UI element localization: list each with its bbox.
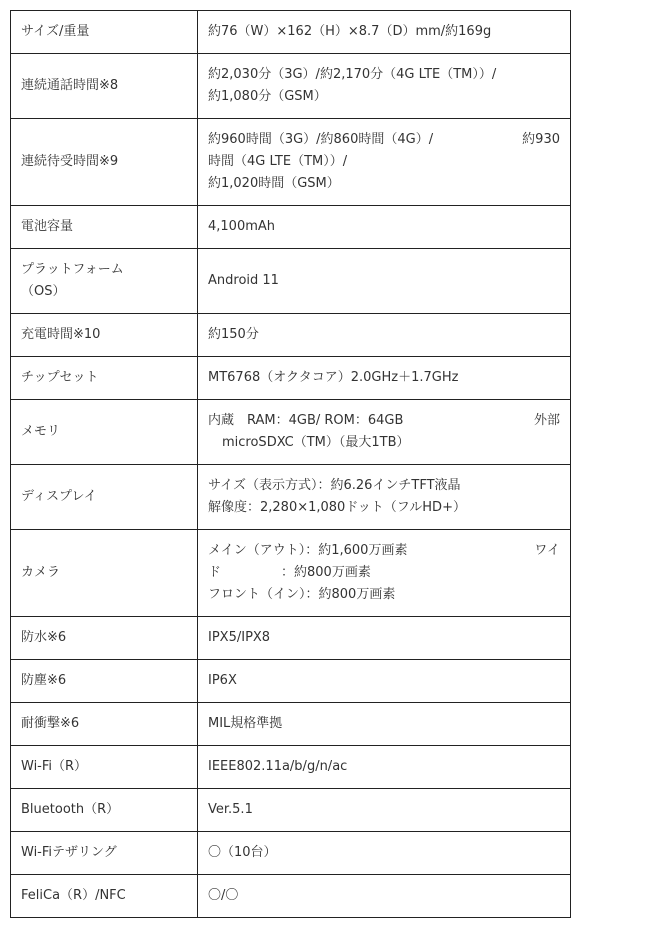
spec-value (198, 465, 571, 530)
spec-value-line: 4,100mAh (208, 219, 276, 234)
spec-value-part: 内蔵 RAM：4GB/ ROM：64GB (208, 413, 404, 428)
spec-value-line: 〇/〇 (208, 888, 239, 903)
spec-value (198, 119, 571, 206)
spec-value-part: 外部 (533, 413, 560, 428)
spec-value-part: メイン（アウト）：約1,600万画素 (208, 543, 408, 558)
spec-row-camera (11, 530, 571, 617)
spec-value-line: Android 11 (208, 273, 279, 288)
spec-table (10, 10, 571, 918)
spec-label: 耐衝撃※6 (11, 703, 198, 746)
spec-value-line: 約76（W）×162（H）×8.7（D）mm/約169g (208, 24, 492, 39)
spec-value-line (208, 129, 560, 151)
spec-value-part: 約930 (522, 132, 560, 147)
spec-label: Wi-Fiテザリング (11, 832, 198, 875)
spec-label: 充電時間※10 (11, 314, 198, 357)
spec-value-line (208, 410, 560, 432)
spec-value (198, 314, 571, 357)
spec-label (11, 249, 198, 314)
spec-row-platform (11, 249, 571, 314)
spec-label: メモリ (11, 400, 198, 465)
spec-row-felica-nfc (11, 875, 571, 918)
spec-label: 連続待受時間※9 (11, 119, 198, 206)
spec-value-line: Ver.5.1 (208, 802, 253, 817)
spec-value (198, 11, 571, 54)
spec-row-dustproof (11, 660, 571, 703)
spec-row-waterproof (11, 617, 571, 660)
spec-value (198, 832, 571, 875)
spec-value (198, 703, 571, 746)
spec-value (198, 746, 571, 789)
spec-value (198, 875, 571, 918)
spec-value-part: 約960時間（3G）/約860時間（4G）/ (208, 132, 434, 147)
spec-row-size (11, 11, 571, 54)
spec-label: 防塵※6 (11, 660, 198, 703)
spec-value-line: 約150分 (208, 327, 259, 342)
spec-value (198, 530, 571, 617)
spec-value-line: 約1,020時間（GSM） (208, 176, 340, 191)
spec-value-line: microSDXC（TM）（最大1TB） (222, 435, 410, 450)
spec-value-line: MIL規格準拠 (208, 716, 283, 731)
spec-value-line: サイズ（表示方式）：約6.26インチTFT液晶 (208, 478, 461, 493)
spec-label: FeliCa（R）/NFC (11, 875, 198, 918)
spec-value-line: IEEE802.11a/b/g/n/ac (208, 759, 348, 774)
spec-row-talk-time (11, 54, 571, 119)
spec-value-line: 時間（4G LTE（TM））/ (208, 154, 348, 169)
spec-row-memory (11, 400, 571, 465)
spec-value (198, 249, 571, 314)
spec-value-part: ド (208, 565, 222, 580)
spec-label: 連続通話時間※8 (11, 54, 198, 119)
spec-label: Bluetooth（R） (11, 789, 198, 832)
spec-label: Wi-Fi（R） (11, 746, 198, 789)
spec-value (198, 789, 571, 832)
spec-row-charge-time (11, 314, 571, 357)
spec-label: 電池容量 (11, 206, 198, 249)
spec-value-line (208, 540, 560, 562)
spec-value-part: ：約800万画素 (281, 565, 371, 580)
spec-value-line: 解像度：2,280×1,080ドット（フルHD+） (208, 500, 466, 515)
spec-row-bluetooth (11, 789, 571, 832)
spec-value-line: IP6X (208, 673, 237, 688)
spec-value-line (208, 562, 560, 584)
spec-value-line: 約1,080分（GSM） (208, 89, 327, 104)
spec-label-line: プラットフォーム (21, 262, 124, 277)
spec-label: チップセット (11, 357, 198, 400)
spec-value (198, 54, 571, 119)
spec-row-display (11, 465, 571, 530)
spec-value-line: IPX5/IPX8 (208, 630, 271, 645)
spec-row-tethering (11, 832, 571, 875)
spec-label: ディスプレイ (11, 465, 198, 530)
spec-label: 防水※6 (11, 617, 198, 660)
spec-row-chipset (11, 357, 571, 400)
spec-value (198, 660, 571, 703)
spec-value (198, 206, 571, 249)
spec-value (198, 357, 571, 400)
spec-label-line: （OS） (21, 284, 66, 299)
spec-value-line: フロント（イン）：約800万画素 (208, 587, 396, 602)
spec-label: サイズ/重量 (11, 11, 198, 54)
spec-row-standby-time (11, 119, 571, 206)
spec-value-line: 約2,030分（3G）/約2,170分（4G LTE（TM））/ (208, 67, 497, 82)
spec-value-part: ワイ (534, 543, 560, 558)
spec-row-wifi (11, 746, 571, 789)
spec-value (198, 617, 571, 660)
spec-label: カメラ (11, 530, 198, 617)
spec-row-shockproof (11, 703, 571, 746)
spec-value-line: MT6768（オクタコア）2.0GHz＋1.7GHz (208, 370, 459, 385)
spec-value (198, 400, 571, 465)
spec-value-line: 〇（10台） (208, 845, 277, 860)
spec-row-battery (11, 206, 571, 249)
